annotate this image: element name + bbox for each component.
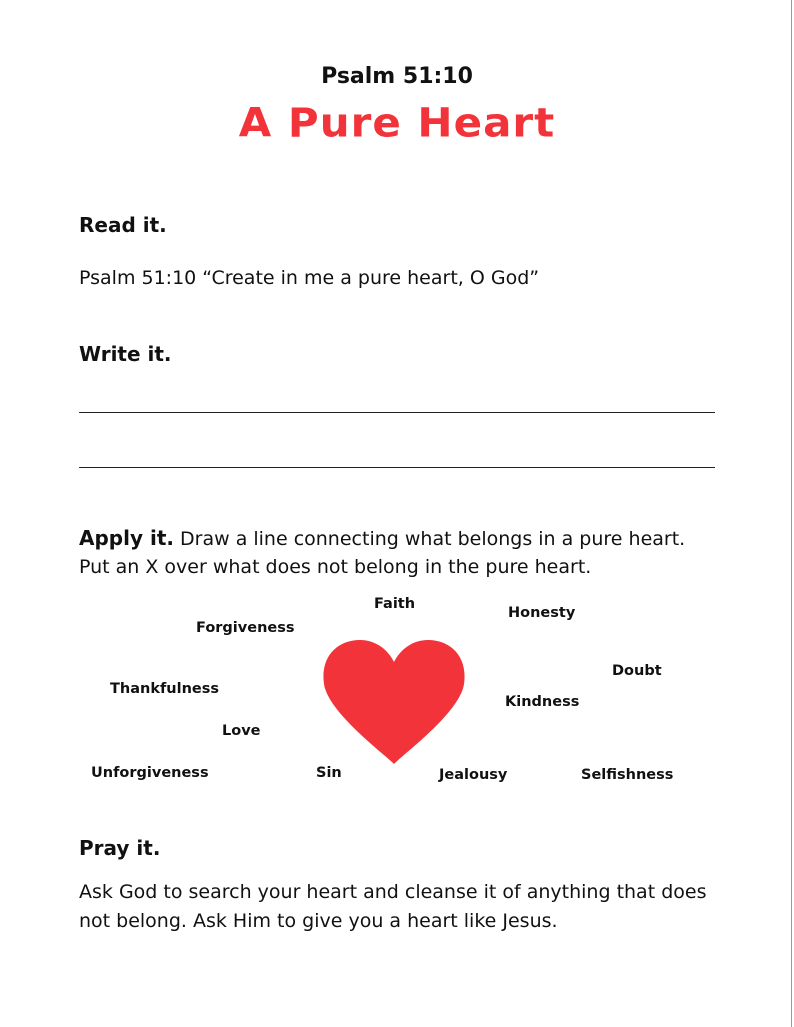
writing-line-2[interactable] — [79, 467, 715, 468]
word-unforgiveness: Unforgiveness — [91, 765, 209, 781]
word-forgiveness: Forgiveness — [196, 620, 295, 636]
scripture-reference: Psalm 51:10 — [321, 64, 473, 89]
apply-instruction-1: Draw a line connecting what belongs in a pure heart. — [173, 528, 686, 550]
word-honesty: Honesty — [508, 605, 576, 621]
apply-heading: Apply it. — [79, 526, 174, 550]
prayer-text — [79, 878, 719, 936]
word-thankfulness: Thankfulness — [110, 681, 219, 697]
word-love: Love — [222, 723, 261, 739]
word-selfishness: Selfishness — [581, 767, 674, 783]
word-faith: Faith — [374, 596, 416, 612]
word-doubt: Doubt — [612, 663, 662, 679]
pray-heading: Pray it. — [79, 836, 161, 860]
word-kindness: Kindness — [505, 694, 580, 710]
apply-instructions — [79, 524, 719, 581]
page-title: A Pure Heart — [238, 99, 556, 146]
prayer-line-1: Ask God to search your heart and cleanse it of anything that does — [79, 881, 707, 903]
verse-text: Psalm 51:10 “Create in me a pure heart, O God” — [79, 267, 540, 289]
writing-line-1[interactable] — [79, 412, 715, 413]
apply-instruction-2: Put an X over what does not belong in the pure heart. — [79, 556, 592, 578]
prayer-line-2: not belong. Ask Him to give you a heart like Jesus. — [79, 910, 558, 932]
read-heading: Read it. — [79, 213, 167, 237]
word-jealousy: Jealousy — [439, 767, 508, 783]
heart-icon — [322, 640, 466, 766]
write-heading: Write it. — [79, 342, 172, 366]
page-edge-line — [791, 0, 792, 1027]
word-sin: Sin — [316, 765, 342, 781]
